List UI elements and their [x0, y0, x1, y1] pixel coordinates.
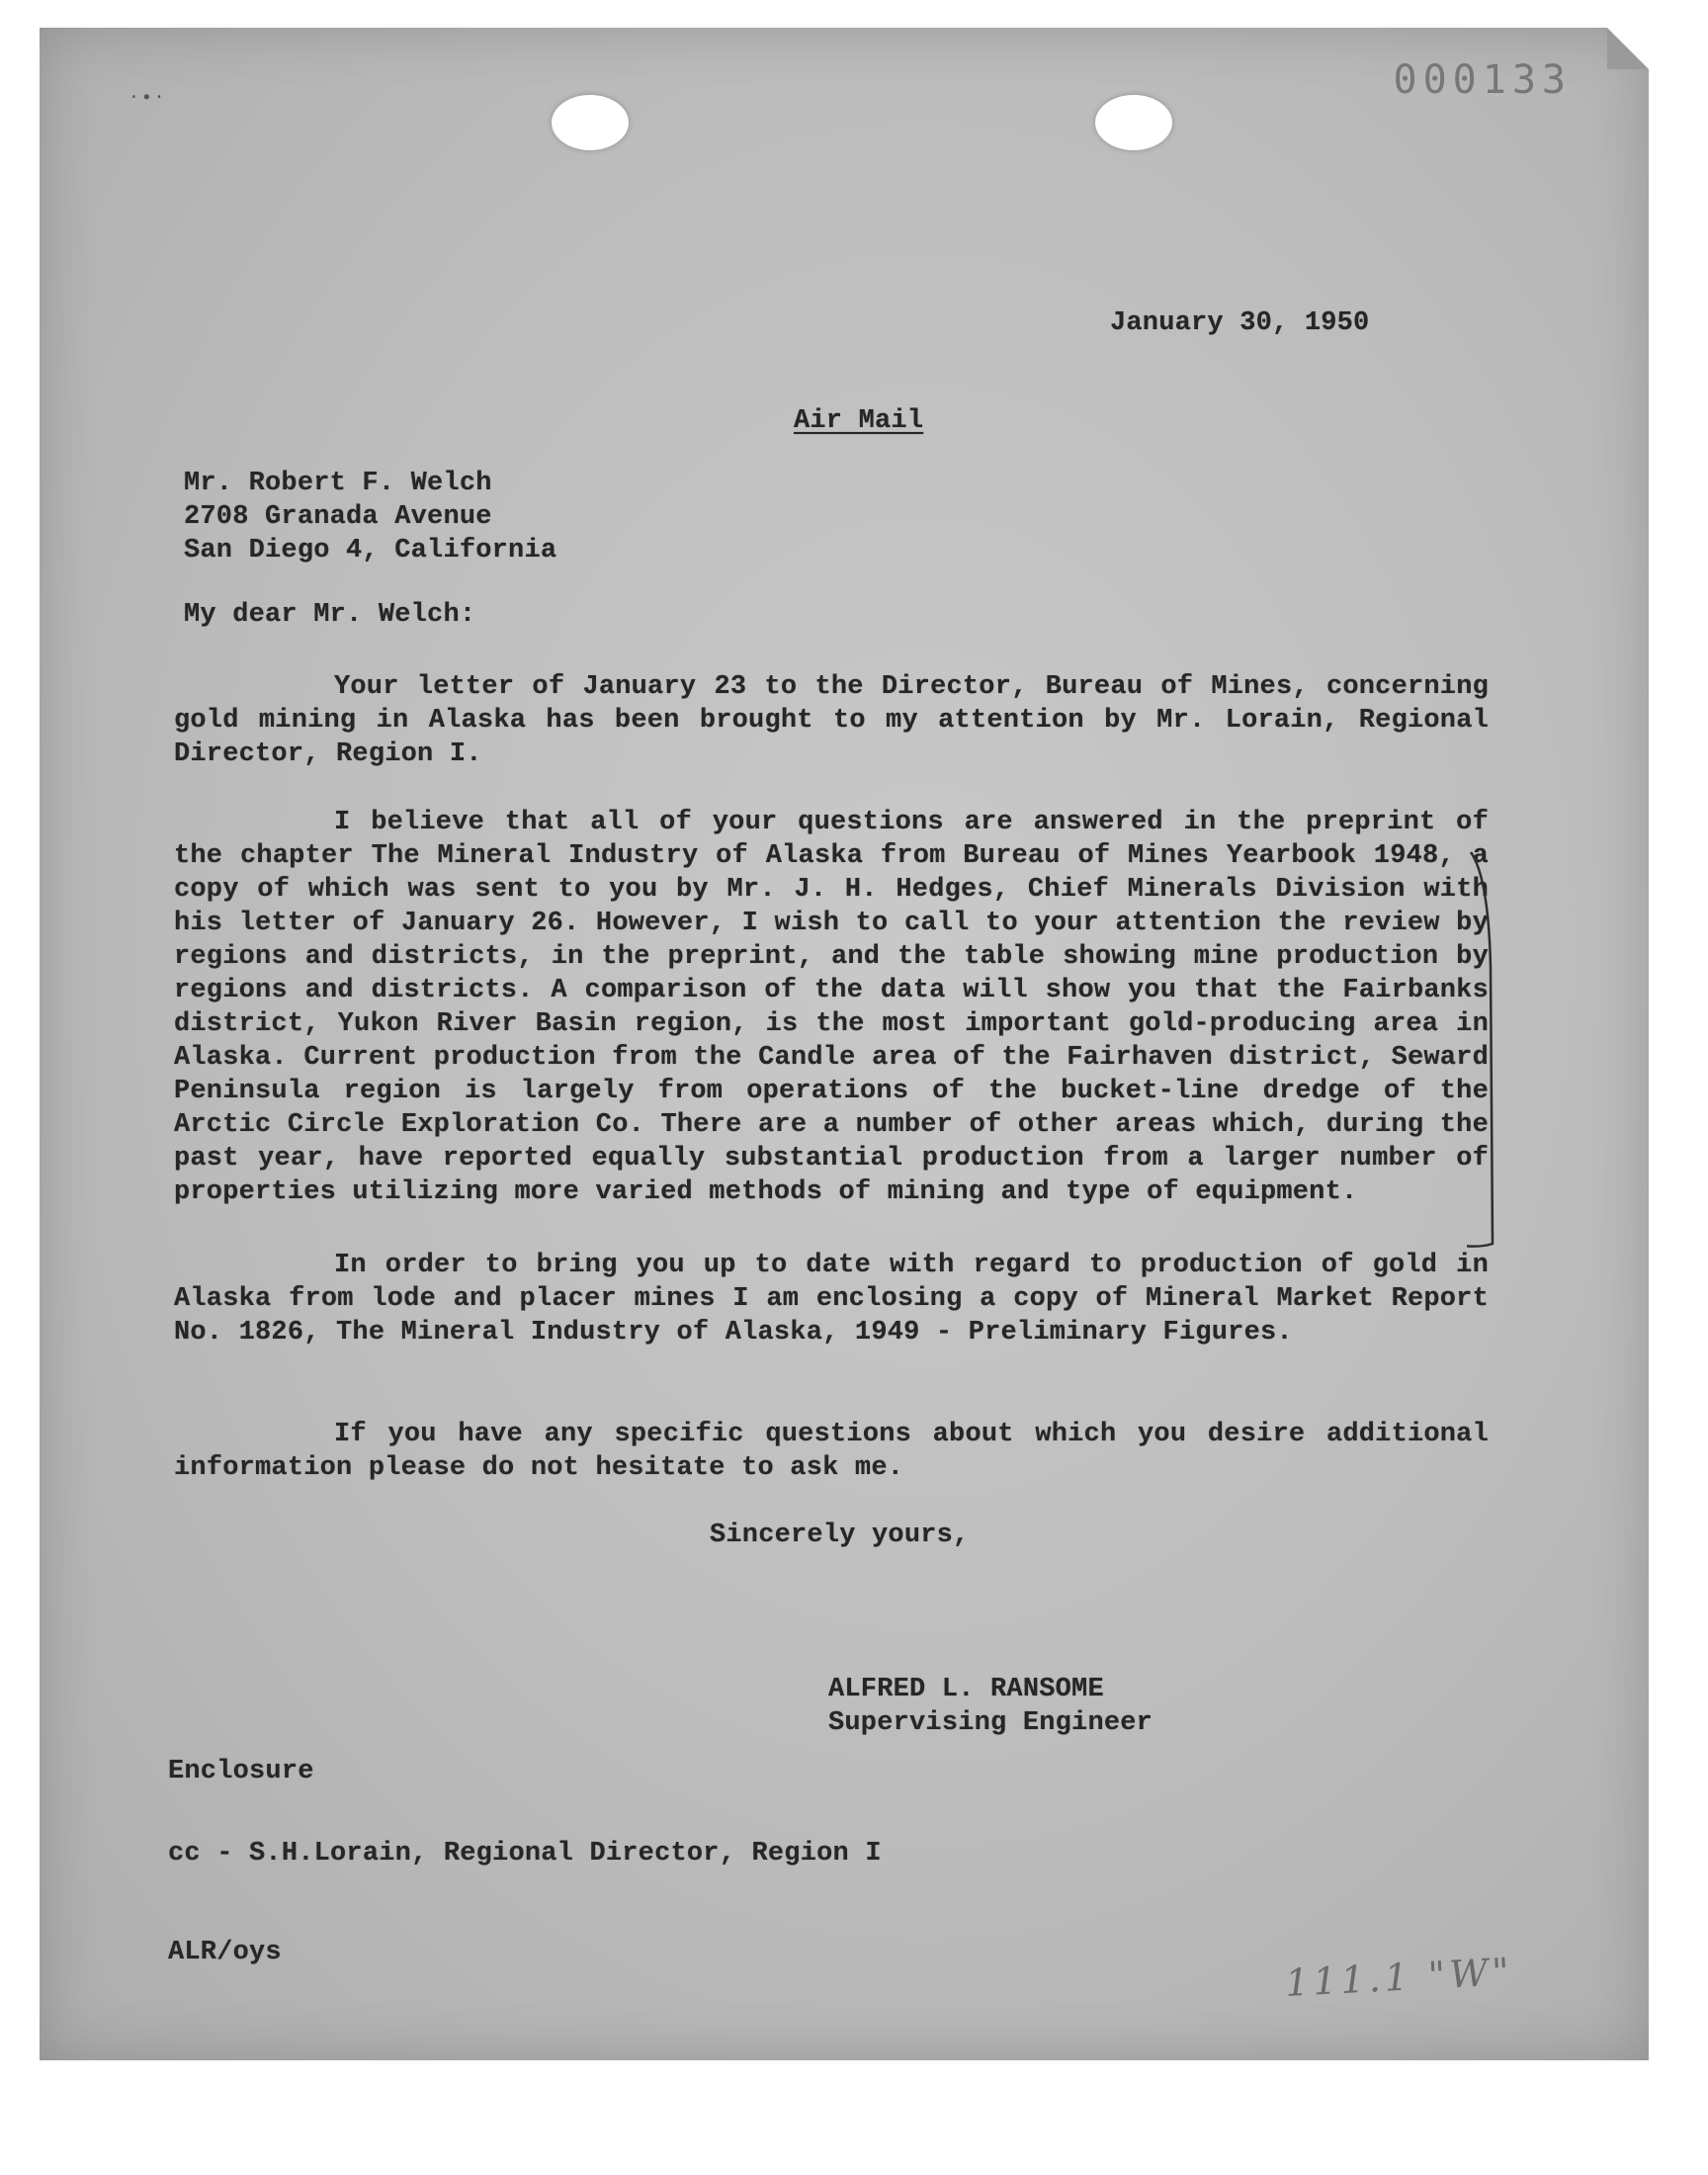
paper-specks: ·∙· — [128, 87, 167, 108]
enclosure-note: Enclosure — [168, 1757, 314, 1786]
paragraph-3: In order to bring you up to date with regard to production of gold in Alaska from lode and placer mines I am enclosing a copy of Mineral Market Report No. 1826, The Mineral Industry of Alaska, 1949 - Preliminary Figures. — [174, 1251, 1489, 1348]
recipient-address — [184, 467, 556, 567]
typist-initials: ALR/oys — [168, 1938, 282, 1967]
handwritten-file-note: 111.1 "W" — [1284, 1949, 1514, 2006]
carbon-copy-line: cc - S.H.Lorain, Regional Director, Region I — [168, 1839, 882, 1869]
punch-hole-right — [1095, 95, 1172, 150]
closing: Sincerely yours, — [710, 1521, 970, 1550]
paragraph-4: If you have any specific questions about which you desire additional information please do not hesitate to ask me. — [174, 1420, 1489, 1483]
file-stamp-number: 000133 — [1393, 57, 1572, 103]
signature-block — [828, 1673, 1153, 1740]
letter-date: January 30, 1950 — [1110, 308, 1370, 338]
salutation: My dear Mr. Welch: — [184, 600, 476, 630]
paragraph-2: I believe that all of your questions are answered in the preprint of the chapter The Mineral Industry of Alaska from Bureau of Mines Yearbook 1948, a copy of which was sent to you by Mr. J. H. Hedges, Chief Minerals Division with his letter of January 26. However, I wish to call to your attention the review by regions and districts, in the preprint, and the table showing mine production by regions and districts. A comparison of the data will show you that the Fairbanks district, Yukon River Basin region, is the most important gold-producing area in Alaska. Current production from the Candle area of the Fairhaven district, Seward Peninsula region is largely from operations of the bucket-line dredge of the Arctic Circle Exploration Co. There are a number of other areas which, during the past year, have reported equally substantial production from a larger number of properties utilizing more varied methods of mining and type of equipment. — [174, 808, 1489, 1207]
punch-hole-left — [552, 95, 629, 150]
delivery-method: Air Mail — [794, 406, 924, 436]
signer-name: ALFRED L. RANSOME — [828, 1675, 1104, 1704]
paragraph-1: Your letter of January 23 to the Director, Bureau of Mines, concerning gold mining in Alaska has been brought to my attention by Mr. Lorain, Regional Director, Region I. — [174, 672, 1489, 769]
folded-corner — [1607, 28, 1649, 69]
recipient-city: San Diego 4, California — [184, 536, 557, 566]
signer-title: Supervising Engineer — [828, 1708, 1153, 1738]
recipient-name: Mr. Robert F. Welch — [184, 469, 492, 498]
recipient-street: 2708 Granada Avenue — [184, 502, 492, 532]
margin-bracket-mark — [1467, 848, 1500, 1252]
